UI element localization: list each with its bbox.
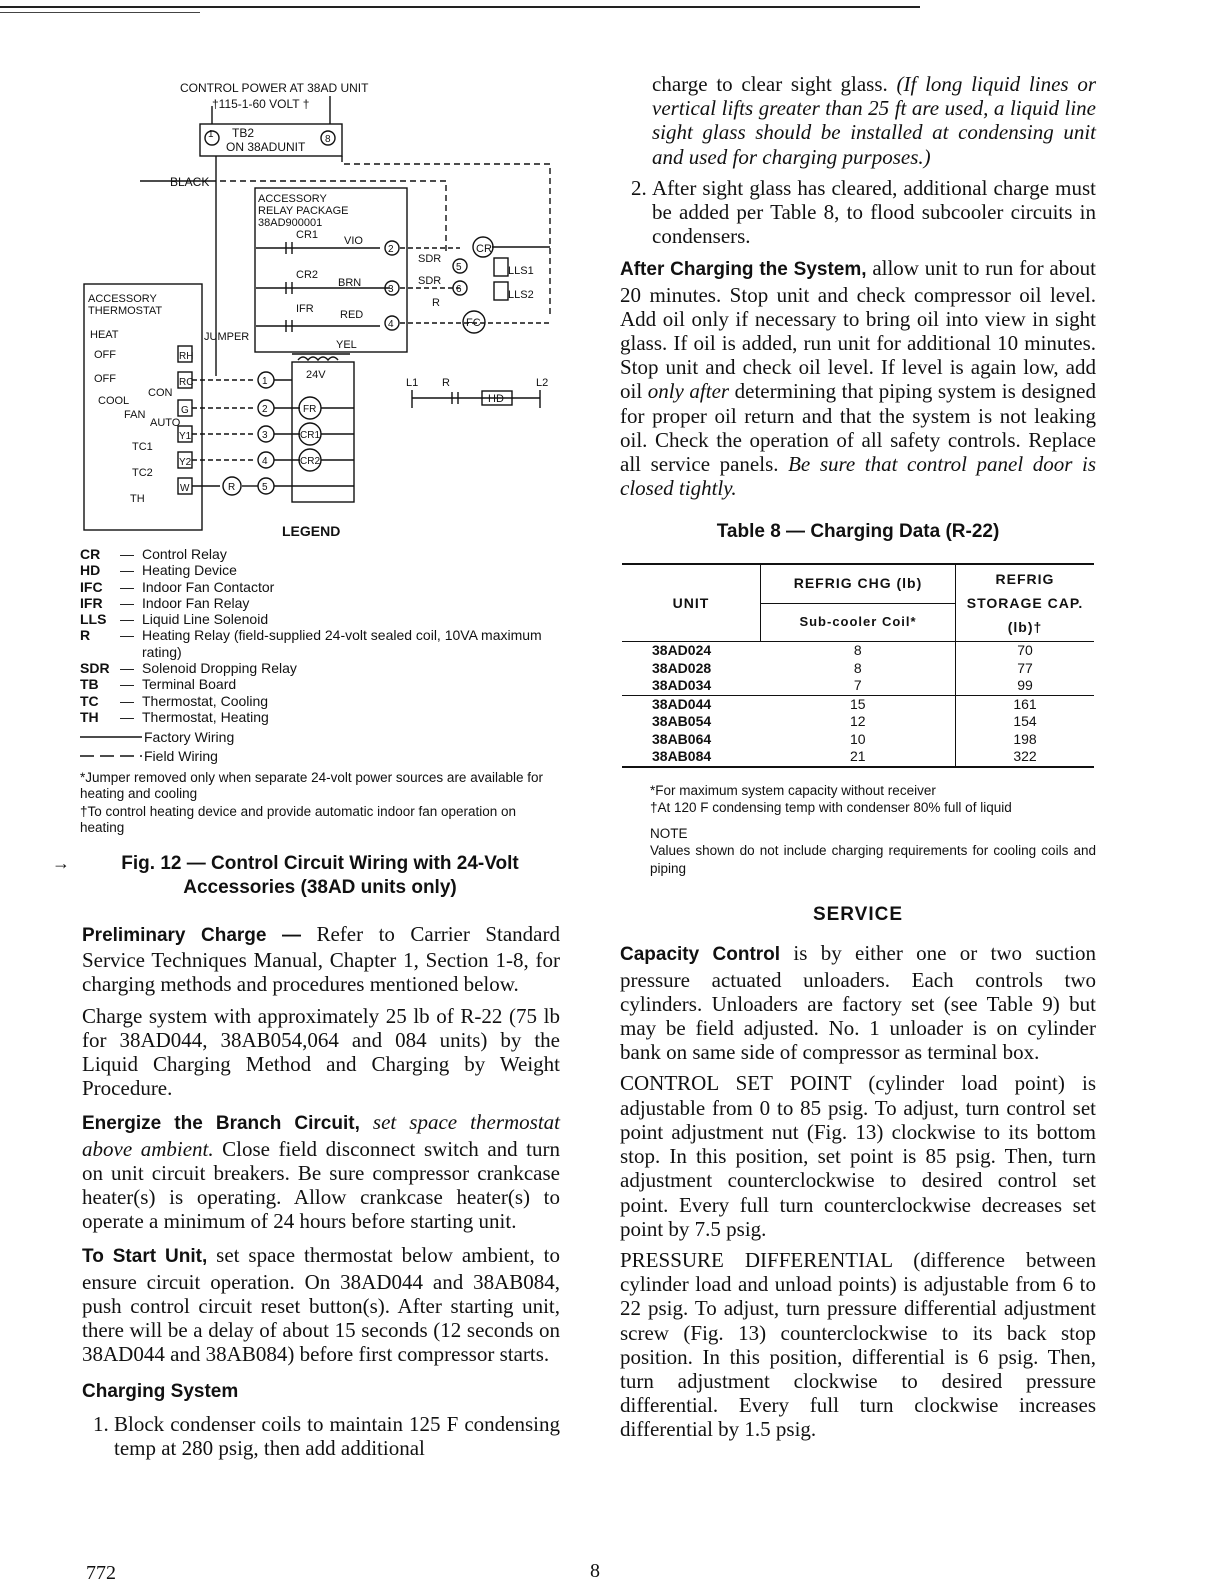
r-circle-label: R xyxy=(228,482,236,493)
cool-label: COOL xyxy=(98,395,130,407)
tb2-label: TB2 xyxy=(232,126,255,140)
legend-def: Solenoid Dropping Relay xyxy=(142,660,297,677)
node-5: 5 xyxy=(262,482,268,493)
legend-row: R — Heating Relay (field-supplied 24-volt sealed coil, 10VA maximum rating) xyxy=(80,627,560,660)
legend-abbr: TB xyxy=(80,676,99,693)
24v-label: 24V xyxy=(306,369,326,381)
lls2-label: LLS2 xyxy=(508,289,534,301)
cell-cap: 322 xyxy=(1013,748,1037,765)
cr2-coil-label: CR2 xyxy=(300,456,321,467)
auto-label: AUTO xyxy=(150,417,181,429)
r-label: R xyxy=(432,297,440,309)
after-charging-paragraph xyxy=(620,256,1096,500)
service-heading: SERVICE xyxy=(812,904,904,926)
dashed-line-icon xyxy=(80,752,144,760)
table-row xyxy=(622,731,1094,749)
top-rule-thin xyxy=(0,12,200,13)
legend-abbr: TC xyxy=(80,692,99,709)
cell-unit: 38AB054 xyxy=(652,713,712,730)
legend xyxy=(80,546,560,836)
table-row xyxy=(622,642,1094,660)
terminal-y1: Y1 xyxy=(179,431,192,442)
table-row xyxy=(622,677,1094,695)
legend-abbr: CR xyxy=(80,546,101,562)
legend-abbr: HD xyxy=(80,562,101,579)
th-label: TH xyxy=(130,493,145,505)
capacity-heading: Capacity Control xyxy=(620,944,781,966)
cell-unit: 38AB084 xyxy=(652,748,712,765)
step1-cont-text: charge to clear sight glass. xyxy=(652,72,888,96)
sdr2-label: SDR xyxy=(418,275,442,287)
cell-chg: 10 xyxy=(761,731,956,749)
cell-unit: 38AD024 xyxy=(652,642,712,659)
tb2-terminal-8: 8 xyxy=(325,134,331,145)
legend-def: Heating Device xyxy=(142,562,237,579)
cell-chg: 8 xyxy=(761,642,956,660)
terminal-g: G xyxy=(181,405,189,416)
start-heading: To Start Unit, xyxy=(82,1246,208,1268)
legend-row: IFC — Indoor Fan Contactor xyxy=(80,579,560,595)
legend-note-heating: †To control heating device and provide automatic indoor fan operation on heating xyxy=(80,803,517,835)
r-mid-label: R xyxy=(442,377,450,389)
legend-def: Indoor Fan Contactor xyxy=(142,578,275,595)
sdr1-label: SDR xyxy=(418,253,442,265)
cell-unit: 38AB064 xyxy=(652,730,712,747)
after-italic-1: only after xyxy=(647,379,730,404)
cell-cap: 70 xyxy=(1017,642,1033,659)
after-italic-2: Be sure that control panel door is closed tightly. xyxy=(620,452,1097,501)
field-wiring-key xyxy=(80,748,560,764)
col-refrig-chg: REFRIG CHG (lb) xyxy=(761,564,956,603)
after-text-2: determining that piping system is designed for proper oil return and that the system is not leaking oil. Check the operation of all safety controls. Replace all service panels. xyxy=(620,379,1096,477)
legend-abbr: LLS xyxy=(80,611,107,628)
node-4: 4 xyxy=(262,456,268,467)
diagram-title: CONTROL POWER AT 38AD UNIT xyxy=(180,81,369,95)
charge-paragraph: Charge system with approximately 25 lb of R-22 (75 lb for 38AD044, 38AB054,064 and 084 units) by the Liquid Charging Method and Charging by Weight Procedure. xyxy=(82,1003,560,1101)
cr1-coil-label: CR1 xyxy=(300,430,321,441)
charging-steps-cont xyxy=(620,176,1096,249)
off2-label: OFF xyxy=(94,373,116,385)
setpoint-paragraph: CONTROL SET POINT (cylinder load point) is adjustable from 0 to 85 psig. To adjust, turn control set point adjustment nut (Fig. 13) clockwise to its bottom stop. In this position, set point is 85 psig. Then, turn adjustment counterclockwise to desired control set point. Every full turn counterclockwise decreases set point by 7.5 psig. xyxy=(620,1071,1096,1241)
note-heading: NOTE xyxy=(650,825,688,841)
field-wiring-label: Field Wiring xyxy=(144,747,218,764)
factory-wiring-key xyxy=(80,729,560,745)
energize-italic: set space thermostat above ambient. xyxy=(82,1110,561,1161)
solid-line-icon xyxy=(80,733,144,741)
terminal-y2: Y2 xyxy=(179,457,192,468)
sdr-node-6: 6 xyxy=(456,284,462,295)
arrow-icon: → xyxy=(52,853,70,873)
col-subcooler: Sub-cooler Coil* xyxy=(761,603,956,642)
legend-row: LLS — Liquid Line Solenoid xyxy=(80,611,560,627)
capacity-paragraph xyxy=(620,941,1096,1064)
cell-chg: 21 xyxy=(761,748,956,767)
document-number: 772 xyxy=(86,1562,116,1584)
figure-caption-line2: Accessories (38AD units only) xyxy=(183,877,457,898)
legend-row: TB — Terminal Board xyxy=(80,676,560,692)
table-note-2: †At 120 F condensing temp with condenser 80% full of liquid xyxy=(650,800,1012,816)
legend-note-jumper: *Jumper removed only when separate 24-volt power sources are available for heating and cooling xyxy=(80,769,543,801)
start-text: set space thermostat below ambient, to ensure circuit operation. On 38AD044 and 38AB084, push control circuit reset button(s). After starting unit, there will be a delay of about 15 seconds (12 seconds on 38AD044 and 38AB084) before first compressor starts. xyxy=(82,1243,560,1367)
cell-unit: 38AD044 xyxy=(652,695,712,712)
prelim-paragraph xyxy=(82,922,560,997)
tb2-sub-label: ON 38ADUNIT xyxy=(226,140,306,154)
legend-abbr: R xyxy=(80,627,91,644)
fc-coil-label: FC xyxy=(466,317,481,329)
relay-pkg-label-1: ACCESSORY xyxy=(258,193,327,205)
legend-title: LEGEND xyxy=(282,523,341,536)
table-title: Table 8 — Charging Data (R-22) xyxy=(716,521,1000,543)
legend-row: CR — Control Relay xyxy=(80,546,560,562)
page-number: 8 xyxy=(590,1560,600,1582)
left-column xyxy=(82,922,560,1464)
col-unit: UNIT xyxy=(622,564,761,642)
differential-paragraph: PRESSURE DIFFERENTIAL (difference between cylinder load and unload points) is adjustable from 6 to 22 psig. To adjust, turn pressure differential adjustment screw (Fig. 13) counterclockwise to its back stop position. In this position, differential is 6 psig. Then, turn adjustment clockwise to desired pressure differential. Every full turn clockwise increases differential by 1.5 psig. xyxy=(620,1247,1096,1442)
legend-def: Indoor Fan Relay xyxy=(142,594,250,611)
figure-caption xyxy=(80,852,560,900)
con-label: CON xyxy=(148,387,173,399)
legend-def: Heating Relay (field-supplied 24-volt sealed coil, 10VA maximum rating) xyxy=(142,627,542,660)
yel-label: YEL xyxy=(336,339,357,351)
hd-label: HD xyxy=(488,393,504,405)
tc2-label: TC2 xyxy=(132,467,153,479)
legend-def: Liquid Line Solenoid xyxy=(142,611,269,628)
relay-pkg-label-2: RELAY PACKAGE xyxy=(258,205,349,217)
energize-text: Close field disconnect switch and turn on unit circuit breakers. Be sure compressor crankcase heater(s) is operating. Allow crankcase heater(s) to operate a minimum of 24 hours before starting unit. xyxy=(82,1136,561,1234)
cell-chg: 12 xyxy=(761,713,956,731)
legend-def: Control Relay xyxy=(142,546,227,562)
thermostat-label-1: ACCESSORY xyxy=(88,293,157,305)
top-rule xyxy=(0,6,920,8)
relay-node-2: 2 xyxy=(388,244,394,255)
right-column xyxy=(620,72,1096,1449)
cell-cap: 77 xyxy=(1017,659,1033,676)
cell-cap: 161 xyxy=(1013,695,1037,712)
off1-label: OFF xyxy=(94,349,116,361)
table-notes xyxy=(650,782,1096,878)
capacity-text: is by either one or two suction pressure actuated unloaders. Each controls two cylinders. Unloaders are factory set (see Table 9) but may be field adjusted. No. 1 unloader is on cylinder bank on same side of compressor as terminal box. xyxy=(620,941,1096,1065)
relay-pkg-label-3: 38AD900001 xyxy=(258,217,323,229)
ifr-label: IFR xyxy=(296,303,314,315)
cell-unit: 38AD028 xyxy=(652,659,712,676)
brn-label: BRN xyxy=(338,277,362,289)
black-wire-label: BLACK xyxy=(170,175,210,189)
legend-abbr: IFR xyxy=(80,594,103,611)
table-row xyxy=(622,748,1094,767)
col-storage: REFRIG STORAGE CAP. (lb)† xyxy=(956,564,1095,642)
legend-row: SDR — Solenoid Dropping Relay xyxy=(80,660,560,676)
red-label: RED xyxy=(340,309,364,321)
terminal-rc: RC xyxy=(179,377,194,388)
step1-italic-text: (If long liquid lines or vertical lifts greater than 25 ft are used, a liquid line sight glass should be installed at condensing unit and used for charging purposes.) xyxy=(652,72,1097,169)
cell-chg: 8 xyxy=(761,660,956,678)
charging-heading-paragraph xyxy=(82,1378,560,1404)
note-text: Values shown do not include charging requirements for cooling coils and piping xyxy=(650,843,1096,876)
relay-node-4: 4 xyxy=(388,319,394,330)
legend-row: TC — Thermostat, Cooling xyxy=(80,693,560,709)
legend-row: IFR — Indoor Fan Relay xyxy=(80,595,560,611)
charging-step-2: 2. After sight glass has cleared, additional charge must be added per Table 8, to flood subcooler circuits in condensers. xyxy=(652,176,1096,249)
heat-label: HEAT xyxy=(90,329,119,341)
legend-def: Thermostat, Cooling xyxy=(142,692,269,709)
legend-abbr: IFC xyxy=(80,578,103,595)
node-3: 3 xyxy=(262,430,268,441)
legend-def: Terminal Board xyxy=(142,676,237,693)
factory-wiring-label: Factory Wiring xyxy=(144,729,235,746)
tc1-label: TC1 xyxy=(132,441,153,453)
l1-label: L1 xyxy=(406,377,419,389)
tb2-terminal-1: 1 xyxy=(208,129,214,140)
figure-caption-line1: Fig. 12 — Control Circuit Wiring with 24-Volt xyxy=(121,853,519,874)
step1-continued xyxy=(620,72,1096,169)
after-text-1: allow unit to run for about 20 minutes. Stop unit and check compressor oil level. Add oil only if necessary to bring oil into view in sight glass. If oil is added, run unit for additional 10 minutes. Stop unit and check oil level. If level is again low, add oil xyxy=(620,256,1097,404)
cell-chg: 15 xyxy=(761,695,956,713)
fr-coil-label: FR xyxy=(303,404,317,415)
start-paragraph xyxy=(82,1243,560,1366)
diagram-voltage: †115-1-60 VOLT † xyxy=(212,97,310,111)
lls1-label: LLS1 xyxy=(508,265,534,277)
sdr-node-5: 5 xyxy=(456,262,462,273)
l2-label: L2 xyxy=(536,377,549,389)
legend-def: Thermostat, Heating xyxy=(142,708,269,725)
charging-steps xyxy=(82,1412,560,1460)
cr1-label: CR1 xyxy=(296,229,319,241)
prelim-heading: Preliminary Charge — xyxy=(82,925,301,946)
legend-row: TH — Thermostat, Heating xyxy=(80,709,560,725)
legend-row: HD — Heating Device xyxy=(80,562,560,578)
cell-cap: 99 xyxy=(1017,677,1033,694)
terminal-w: W xyxy=(180,483,190,494)
table-note-1: *For maximum system capacity without receiver xyxy=(650,782,936,798)
cr-coil-label: CR xyxy=(476,243,492,255)
legend-abbr: TH xyxy=(80,708,99,725)
prelim-text: Refer to Carrier Standard Service Techniques Manual, Chapter 1, Section 1-8, for charging methods and procedures mentioned below. xyxy=(82,922,560,997)
charging-heading: Charging System xyxy=(82,1381,239,1403)
charging-step-1: 1. Block condenser coils to maintain 125 F condensing temp at 280 psig, then add additional xyxy=(114,1412,560,1460)
node-1: 1 xyxy=(262,376,268,387)
vio-label: VIO xyxy=(344,235,363,247)
table-row xyxy=(622,660,1094,678)
cell-cap: 198 xyxy=(1013,730,1037,747)
cell-cap: 154 xyxy=(1013,713,1037,730)
node-2: 2 xyxy=(262,404,268,415)
relay-node-3: 3 xyxy=(388,284,394,295)
cell-chg: 7 xyxy=(761,677,956,695)
charging-table xyxy=(622,563,1094,768)
fan-label: FAN xyxy=(124,409,146,421)
jumper-label: JUMPER xyxy=(204,331,250,343)
energize-paragraph xyxy=(82,1110,560,1233)
terminal-rh: RH xyxy=(179,351,194,362)
table-row xyxy=(622,713,1094,731)
table-row xyxy=(622,695,1094,713)
cr2-label: CR2 xyxy=(296,269,319,281)
thermostat-label-2: THERMOSTAT xyxy=(88,305,163,317)
cell-unit: 38AD034 xyxy=(652,677,712,694)
energize-heading: Energize the Branch Circuit, xyxy=(82,1113,360,1135)
wiring-diagram xyxy=(80,76,560,536)
after-charging-heading: After Charging the System, xyxy=(620,259,867,281)
legend-abbr: SDR xyxy=(80,660,110,677)
